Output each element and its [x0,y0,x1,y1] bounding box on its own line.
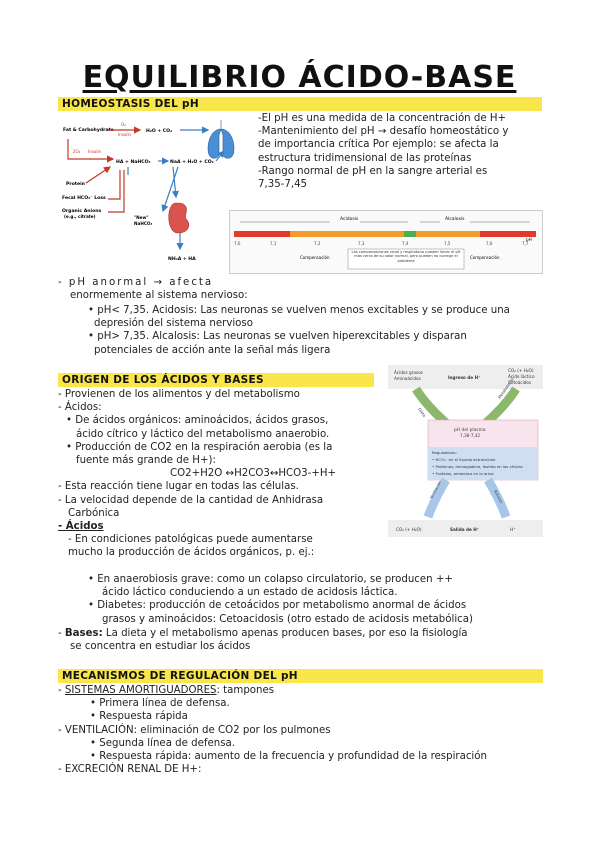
diagram-label-naa: NaA + H₂O + CO₂ [170,160,214,165]
section-heading-text: HOMEOSTASIS DEL pH [62,98,199,110]
scale-comp-note-wrap [350,250,462,268]
text-line: -El pH es una medida de la concentración de H+ [258,113,507,124]
text-line: • De ácidos orgánicos: aminoácidos, ácidos grasos, [66,415,329,427]
text-line: • Producción de CO2 en la respiración aerobia (es la [66,441,333,453]
fig-label: H⁺ [510,527,516,532]
bases-text: - Bases: La dieta y el metabolismo apenas producen bases, por eso la fisiología se concentra en estudiar los ácidos [58,627,543,653]
fig-label: Ingreso de H⁺ [448,375,481,380]
fig-label: • HCO₃⁻ en el líquido extracelular [432,457,496,462]
text-line: - VENTILACIÓN: eliminación de CO2 por los pulmones [58,724,331,736]
text-line: - En condiciones patológicas puede aumentarse [68,534,313,546]
origen-text [58,388,378,560]
fig-label-plasma-range: 7,38-7,42 [460,433,481,438]
diagram-label-o2: O₂ [121,122,126,127]
fig-label: Ácido láctico [508,374,535,379]
text-line: • Primera línea de defensa. [90,698,230,710]
text-line: -Rango normal de pH en la sangre arterial es [258,165,488,177]
text-line: de importancia crítica Por ejemplo: se afecta la [258,139,499,151]
section-heading-text: ORIGEN DE LOS ÁCIDOS Y BASES [62,374,264,386]
text-line: - Esta reacción tiene lugar en todas las células. [58,481,299,493]
fig-label: CO₂ (+ H₂O) [396,527,422,532]
arrow-fecal [108,170,120,199]
bases-text-line2: se concentra en estudiar los ácidos [70,641,251,653]
diagram-label-organic2: (e.g., citrate) [64,214,96,219]
section-heading-origen [58,373,374,387]
text-line: • Segunda línea de defensa. [90,737,235,749]
fig-label: Salida de H⁺ [450,527,480,532]
text-line: • En anaerobiosis grave: como un colapso circulatorio, se producen ++ [88,574,453,585]
diagram-label-nahco3: NaHCO₃ [134,221,153,226]
arrow-protein [86,167,110,183]
section-heading-homeostasis [58,97,542,111]
tick-label: 7,0 [234,241,241,246]
fig-label-vent: Ventilación [429,480,443,500]
diagram-label-h2o-co2: H₂O + CO₂ [146,129,173,134]
mecanismo-sistemas: SISTEMAS AMORTIGUADORES [64,685,217,696]
diagram-label-insulin2: Insulin [88,149,102,154]
diagram-label-2o2: 2O₂ [73,149,81,154]
scale-acid-mild [290,231,404,237]
kidney-icon [169,203,189,233]
fig-label: Ácidos grasos [394,370,423,375]
scale-ph-label: pH [526,237,532,242]
fig-label-dieta: Dieta [417,406,428,418]
text-line: • Respuesta rápida: aumento de la frecuencia y profundidad de la respiración [90,751,487,763]
tick-label: 7,1 [270,241,277,246]
text-line: 7,35-7,45 [258,179,308,191]
acidos-heading: - Ácidos [58,521,104,533]
diagram-label-fecal: Fecal HCO₃⁻ Loss [62,196,106,201]
fig-label-renal: Riñones [493,489,504,505]
acidos-heading-text: Ácidos [65,521,104,533]
text-line: Carbónica [68,507,120,519]
abnormal-intro2: enormemente al sistema nervioso: [70,290,248,301]
fig-label: Aminoácidos [394,376,421,381]
tick-label: 7,4 [402,241,409,246]
diagram-label-protein: Protein [66,182,85,187]
scale-label-alcalosis: Alcalosis [445,217,465,222]
text-line: fuente más grande de H+): [76,455,216,467]
diagram-label-new: "New" [134,215,149,220]
scale-comp-note: Las compensaciones renal y respiratoria pueden llevar el pH más cerca de su valor normal, pero pueden no corregir el problema [351,250,461,263]
diagram-label-nh4: NH₄A + HA [168,257,196,262]
equation: CO2+H2O ↔H2CO3↔HCO3-+H+ [170,468,337,480]
bullet-line: • pH< 7,35. Acidosis: Las neuronas se vuelven menos excitables y se produce una [88,305,510,316]
bases-text-line: La dieta y el metabolismo apenas producen bases, por eso la fisiología [102,628,468,639]
text-line: - Ácidos: [58,402,102,414]
scale-normal-bar [404,231,416,237]
fig-label: Reguladores: [432,450,457,455]
tick-label: 7,2 [314,241,321,246]
lungs-icon [208,120,234,158]
fig-label-metabolismo: Metabolismo [496,376,515,400]
tick-label: 7,6 [486,241,493,246]
mecanismo-sistemas-rest: : tampones [216,685,275,696]
text-line: • Respuesta rápida [90,711,188,723]
text-line: - La velocidad depende de la cantidad de Anhidrasa [58,494,324,506]
fig-label: Cetoácidos [508,380,532,385]
ph-scale-figure [229,210,543,274]
ph-regulation-figure [388,365,543,537]
fig-label-plasma: pH del plasma [454,428,486,433]
text-line: • Diabetes: producción de cetoácidos por metabolismo anormal de ácidos [88,600,467,612]
section-heading-text: MECANISMOS DE REGULACIÓN DEL pH [62,670,298,682]
diagram-label-fat: Fat & Carbohydrate [63,128,114,133]
page-title: EQUILIBRIO ÁCIDO-BASE [82,60,517,95]
text-line: grasos y aminoácidos: Cetoacidosis (otro estado de acidosis metabólica) [102,613,473,625]
text-line: estructura tridimensional de las proteínas [258,152,472,164]
diagram-label-organic: Organic Anions [62,209,102,214]
bullet-line: depresión del sistema nervioso [94,318,253,330]
bullet-line: • pH> 7,35. Alcalosis: Las neuronas se vuelven hiperexcitables y disparan [88,331,467,343]
diagram-label-insulin1: Insulin [118,132,132,137]
tick-label: 7,5 [444,241,451,246]
scale-comp-right: Compensación [470,255,500,260]
abnormal-intro: - pH anormal → afecta [58,277,214,288]
bases-heading: Bases: [64,628,103,639]
tick-label: 7,3 [358,241,365,246]
arrow-organic [108,170,124,212]
text-line: - Provienen de los alimentos y del metabolismo [58,389,300,400]
section-heading-mecanismos [58,669,543,683]
fig-label: • Proteínas, hemoglobina, fosfato en las células [432,464,523,469]
text-line: - EXCRECIÓN RENAL DE H+: [58,764,202,776]
fig-label: • Fosfatos, amoníaco en la orina [432,471,494,476]
text-line: ácido cítrico y láctico del metabolismo anaerobio. [76,428,330,440]
tick-label: 7,7 [522,241,529,246]
diagram-label-ha: HA + NaHCO₃ [116,160,151,165]
abnormal-bullets [88,304,543,357]
text-line: ácido láctico conduciendo a un estado de acidosis láctica. [102,587,398,599]
bullet-line: potenciales de acción ante la señal más ligera [94,344,331,356]
mecanismos-text: - SISTEMAS AMORTIGUADORES: tampones • Primera línea de defensa. • Respuesta rápida - VENTILACIÓN: eliminación de CO2 por los pulmones • Segunda línea de defensa. • Respuesta rápida: aumento de la frecuencia y profundidad de la respiración - EXCRECIÓN RENAL DE H+: [58,684,543,776]
scale-label-acidosis: Acidosis [340,217,359,222]
text-line: -Mantenimiento del pH → desafío homeostático y [258,126,509,138]
fig-label: CO₂ (+ H₂O) [508,368,534,373]
text-line: mucho la producción de ácidos orgánicos, p. ej.: [68,547,315,559]
acidos-bullets [88,573,543,626]
fig-arrow-dieta [416,389,446,423]
scale-comp-left: Compensación [300,255,330,260]
acid-metabolism-diagram [58,115,238,265]
homeostasis-text [258,112,543,191]
